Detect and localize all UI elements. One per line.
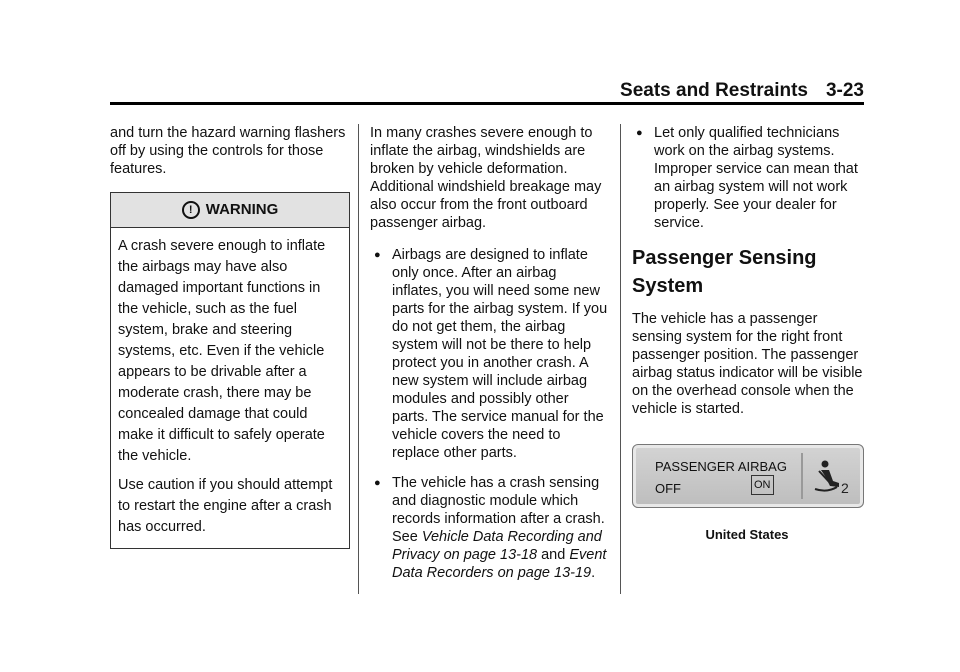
seat-number: 2 bbox=[841, 480, 849, 496]
warning-paragraph: Use caution if you should attempt to restart the engine after a crash has occurred. bbox=[118, 477, 333, 535]
airbag-status-panel bbox=[632, 444, 864, 508]
list-item-text: Let only qualified technicians work on the airbag systems. Improper service can mean that an airbag system will not work properly. See your dealer for service. bbox=[654, 125, 858, 231]
warning-box bbox=[110, 192, 350, 549]
bullet-list bbox=[632, 124, 868, 232]
page-header bbox=[110, 80, 864, 104]
header-rule bbox=[110, 102, 864, 105]
bullet-icon: ● bbox=[374, 477, 381, 489]
column-1 bbox=[110, 124, 350, 549]
list-item-text: and bbox=[537, 547, 570, 563]
column-divider bbox=[358, 124, 359, 594]
header-title: Seats and Restraints bbox=[620, 80, 808, 101]
list-item-text: The vehicle has a crash sensing and diagnostic module which records information after a crash. See bbox=[392, 475, 605, 545]
panel-label: PASSENGER AIRBAG bbox=[655, 459, 787, 474]
cross-reference-link[interactable]: Event Data Recorders on page 13-19 bbox=[392, 547, 607, 581]
list-item-text: . bbox=[591, 565, 596, 581]
warning-paragraph: A crash severe enough to inflate the airbags may have also damaged important functions in the vehicle, such as the fuel system, brake and steering systems, etc. Even if the vehicle appears to be drivable after a moderate crash, there may be concealed damage that could make it difficult to safely operate the vehicle. bbox=[118, 238, 326, 464]
column-3 bbox=[632, 124, 868, 544]
list-item-text: Airbags are designed to inflate only once. After an airbag inflates, you will need some new parts for the airbag system. If you do not get them, the airbag system will not be there to help protect you in another crash. A new system will include airbag modules and possibly other parts. The service manual for the vehicle covers the need to replace other parts. bbox=[392, 247, 608, 461]
intro-text: and turn the hazard warning flashers off by using the controls for those features. bbox=[110, 125, 346, 177]
list-item bbox=[370, 474, 608, 582]
bullet-icon: ● bbox=[374, 249, 381, 261]
warning-label: WARNING bbox=[205, 201, 279, 218]
list-item bbox=[370, 246, 608, 462]
panel-on-label: ON bbox=[751, 475, 774, 495]
body-paragraph: The vehicle has a passenger sensing system for the right front passenger position. The passenger airbag status indicator will be visible on the overhead console when the vehicle is started. bbox=[632, 311, 863, 417]
section-title: Passenger Sensing System bbox=[632, 247, 817, 297]
column-divider bbox=[620, 124, 621, 594]
warning-icon: ! bbox=[182, 201, 200, 219]
cross-reference-link[interactable]: Vehicle Data Recording and Privacy on page 13-18 bbox=[392, 529, 602, 563]
bullet-icon: ● bbox=[636, 127, 643, 139]
panel-divider bbox=[801, 453, 803, 499]
panel-off-label: OFF bbox=[655, 481, 681, 496]
list-item bbox=[632, 124, 868, 232]
warning-header bbox=[111, 193, 349, 228]
figure-caption: United States bbox=[705, 527, 789, 542]
page-number: 3-23 bbox=[825, 80, 864, 101]
bullet-list bbox=[370, 246, 608, 582]
column-2 bbox=[370, 124, 608, 594]
body-paragraph: In many crashes severe enough to inflate the airbag, windshields are broken by vehicle deformation. Additional windshield breakage may also occur from the front outboard passenger airbag. bbox=[370, 125, 602, 231]
passenger-seatbelt-icon bbox=[811, 459, 851, 497]
warning-body bbox=[111, 228, 349, 548]
